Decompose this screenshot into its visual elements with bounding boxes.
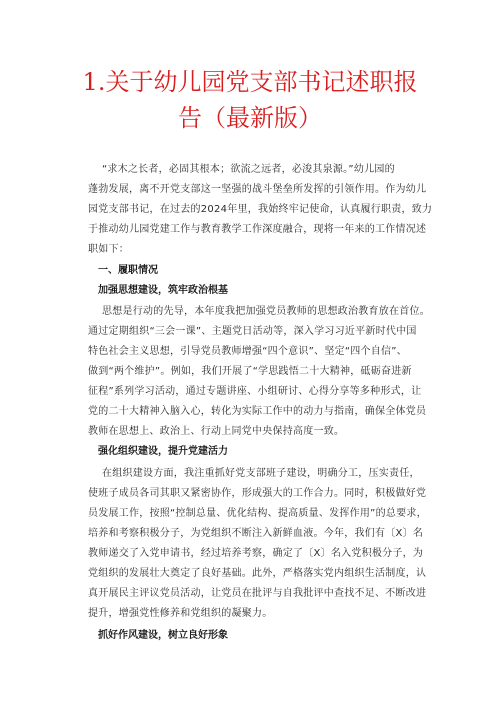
paragraph-line: 教师递交了入党申请书，经过培养考察，确定了〔X〕名入党积极分子，为	[88, 548, 424, 559]
paragraph-line: 党的二十大精神入脑入心，转化为实际工作中的动力与指南，确保全体党员	[88, 406, 427, 417]
subsection-heading-organization: 强化组织建设，提升党建活力	[98, 446, 228, 457]
paragraph-line: 通过定期组织“三会一课”、主题党日活动等，深入学习习近平新时代中国	[88, 326, 417, 337]
paragraph-line: 党组织的发展壮大奠定了良好基础。此外，严格落实党内组织生活制度，认	[88, 568, 427, 579]
paragraph-line: 提升，增强党性修养和党组织的凝聚力。	[88, 608, 273, 619]
paragraph-line: 教师在思想上、政治上、行动上同党中央保持高度一致。	[88, 426, 345, 437]
intro-line: 于推动幼儿园党建工作与教育教学工作深度融合，现将一年来的工作情况述	[88, 224, 427, 235]
document-title-line-2: 告（最新版）	[178, 104, 322, 132]
paragraph-line: 培养和考察积极分子，为党组织不断注入新鲜血液。今年，我们有〔X〕名	[88, 528, 424, 539]
section-heading-duties: 一、履职情况	[98, 265, 158, 276]
subsection-heading-ideology: 加强思想建设，筑牢政治根基	[98, 285, 228, 296]
intro-line: 职如下：	[88, 244, 129, 255]
document-title-line-1: 1.关于幼儿园党支部书记述职报	[82, 68, 418, 96]
intro-line: “求木之长者，必固其根本；欲流之远者，必浚其泉源。”幼儿园的	[102, 164, 395, 175]
paragraph-line: 在组织建设方面，我注重抓好党支部班子建设，明确分工，压实责任，	[102, 468, 420, 479]
paragraph-line: 特色社会主义思想，引导党员教师增强“四个意识”、坚定“四个自信”、	[88, 346, 407, 357]
subsection-heading-conduct: 抓好作风建设，树立良好形象	[98, 630, 228, 641]
paragraph-line: 做到“两个维护”。例如，我们开展了“学思践悟二十大精神，砥砺奋进新	[88, 366, 412, 377]
paragraph-line: 使班子成员各司其职又紧密协作，形成强大的工作合力。同时，积极做好党	[88, 488, 427, 499]
paragraph-line: 员发展工作，按照“控制总量、优化结构、提高质量、发挥作用”的总要求，	[88, 508, 427, 519]
intro-line: 蓬勃发展，离不开党支部这一坚强的战斗堡垒所发挥的引领作用。作为幼儿	[88, 184, 427, 195]
paragraph-line: 征程”系列学习活动，通过专题讲座、小组研讨、心得分享等多种形式，让	[88, 386, 422, 397]
paragraph-line: 真开展民主评议党员活动，让党员在批评与自我批评中查找不足、不断改进	[88, 588, 427, 599]
paragraph-line: 思想是行动的先导，本年度我把加强党员教师的思想政治教育放在首位。	[102, 306, 430, 317]
intro-line: 园党支部书记，在过去的2024年里，我始终牢记使命，认真履行职责，致力	[88, 204, 433, 215]
